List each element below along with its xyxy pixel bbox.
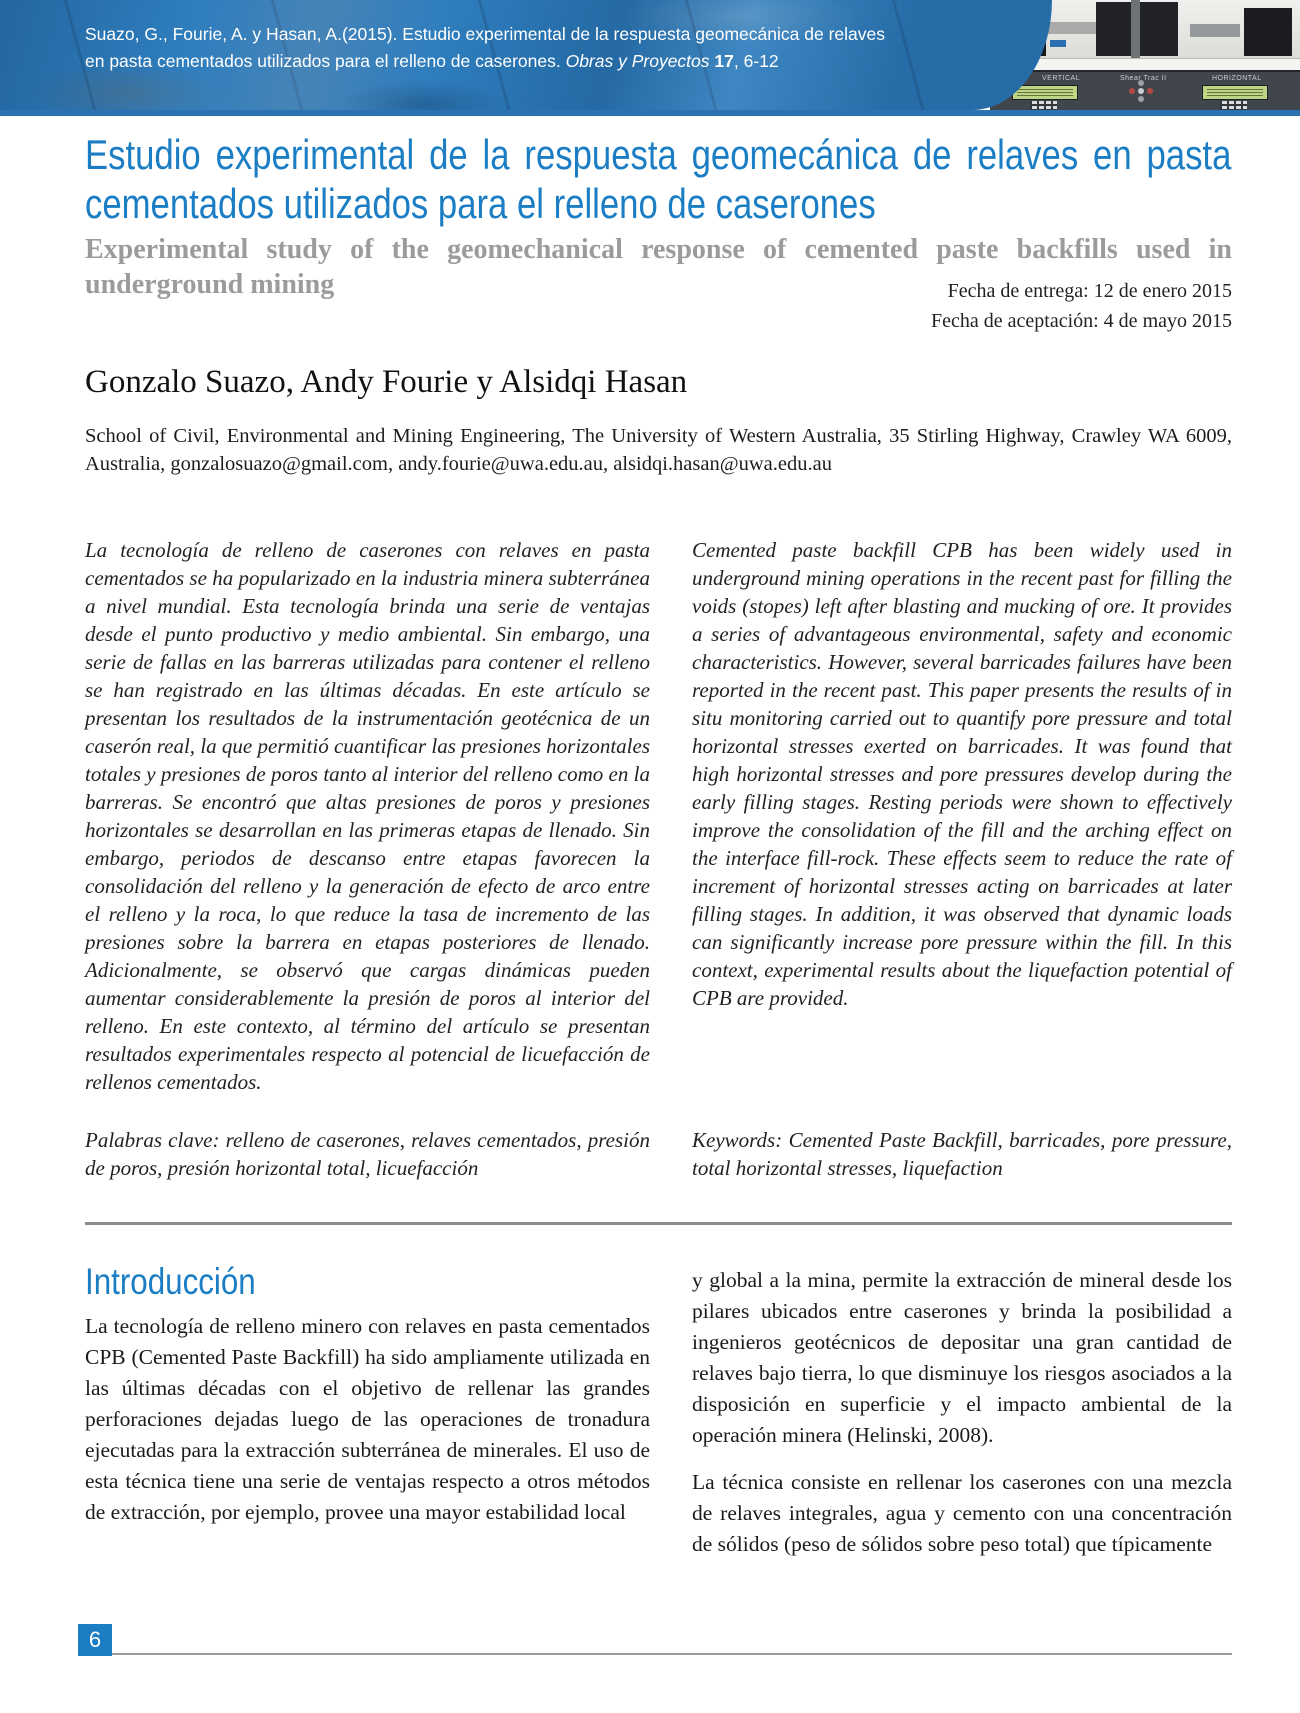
abstract-spanish-body: La tecnología de relleno de caserones con relaves en pasta cementados se ha popularizado en la industria minera subterránea a nivel mundial. Esta tecnología brinda una serie de ventajas desde el punto productivo y medio ambiental. Sin embargo, una serie de fallas en las barreras utilizadas para contener el relleno se han registrado en las últimas décadas. En este artículo se presentan los resultados de la instrumentación geotécnica de un caserón real, la que permitió cuantificar las presiones horizontales totales y presiones de poros tanto al interior del relleno como en la barreras. Se encontró que altas presiones de poros y presiones horizontales se desarrollan en las primeras etapas de llenado. Sin embargo, periodos de descanso entre etapas favorecen la consolidación del relleno y la generación de efecto de arco entre el relleno y la roca, lo que reduce la tasa de incremento de las presiones sobre la barrera en etapas posteriores de llenado. Adicionalmente, se observó que cargas dinámicas pueden aumentar considerablemente la presión de poros al interior del relleno. En este contexto, al término del artículo se presentan resultados experimentales respecto al potencial de licuefacción de rellenos cementados. [85,538,650,1094]
date-received: Fecha de entrega: 12 de enero 2015 [947,280,1232,302]
keywords-spanish: Palabras clave: relleno de caserones, relaves cementados, presión de poros, presión horizontal total, licuefacción [85,1128,650,1180]
machine-clamp-right [1244,8,1292,56]
authors: Gonzalo Suazo, Andy Fourie y Alsidqi Hasan [85,364,688,400]
keywords-english: Keywords: Cemented Paste Backfill, barricades, pore pressure, total horizontal stresses, liquefaction [692,1128,1232,1180]
control-panel [990,70,1300,110]
citation-volume: 17 [714,51,734,71]
introduction-left-column [85,1261,650,1560]
affiliation: School of Civil, Environmental and Mining Engineering, The University of Western Australia, 35 Stirling Highway, Crawley WA 6009, Australia, gonzalosuazo@gmail.com, andy.fourie@uwa.edu.au, alsidqi.hasan@uwa.edu.au [85,425,1232,475]
abstract-english-body: Cemented paste backfill CPB has been widely used in underground mining operations in the recent past for filling the voids (stopes) left after blasting and mucking of ore. It provides a series of advantageous environmental, safety and economic characteristics. However, several barricades failures have been reported in the recent past. This paper presents the results of in situ monitoring carried out to quantify pore pressure and total horizontal stresses exerted on barricades. It was found that high horizontal stresses and pore pressures develop during the early filling stages. Resting periods were shown to effectively improve the consolidation of the fill and the arching effect on the interface fill-rock. These effects seem to reduce the rate of increment of horizontal stresses acting on barricades at later filling stages. In addition, it was observed that dynamic loads can significantly increase pore pressure within the fill. In this context, experimental results about the liquefaction potential of CPB are provided. [692,538,1232,1010]
panel-label-horizontal: HORIZONTAL [1212,75,1262,82]
machine-cylinder [1042,22,1100,34]
citation-main: Suazo, G., Fourie, A. y Hasan, A.(2015). Estudio experimental de la respuesta geomecánica de relaves en pasta cementados utilizados para el relleno de caserones. [85,24,885,71]
footer-rule [112,1653,1232,1655]
panel-title: Shear Trac II [1120,75,1167,82]
panel-label-vertical: VERTICAL [1042,75,1081,82]
header-banner [0,0,1300,116]
banner-bottom-strip [0,110,1300,116]
machine-column [1131,0,1140,58]
introduction-paragraph: La tecnología de relleno minero con relaves en pasta cementados CPB (Cemented Paste Backfill) ha sido ampliamente utilizada en las últimas décadas con el objetivo de rellenar las grandes perforaciones dejadas luego de las operaciones de tronadura ejecutadas para la extracción subterránea de minerales. El uso de esta técnica tiene una serie de ventajas respecto a otros métodos de extracción, por ejemplo, provee una mayor estabilidad local [85,1314,650,1524]
citation-journal: Obras y Proyectos [565,51,715,71]
introduction-paragraph: La técnica consiste en rellenar los caserones con una mezcla de relaves integrales, agua y cemento con una concentración de sólidos (peso de sólidos sobre peso total) que típicamente [692,1470,1232,1556]
page-number-badge: 6 [78,1624,112,1656]
citation [85,21,885,75]
article-title-spanish: Estudio experimental de la respuesta geomecánica de relaves en pasta cementados utilizados para el relleno de caserones [85,131,1232,227]
machine-cylinder-right [1190,24,1240,37]
date-accepted: Fecha de aceptación: 4 de mayo 2015 [931,310,1232,332]
abstract-section [85,536,1232,1182]
lcd-display-left [1012,85,1078,100]
article-content [85,130,1232,1560]
citation-pages: , 6-12 [733,51,779,71]
article-title-english: Experimental study of the geomechanical response of cemented paste backfills used in underground mining [85,234,1232,300]
machine-blue-part [1050,40,1066,47]
section-divider [85,1222,1232,1225]
introduction-section [85,1261,1232,1560]
abstract-spanish-column [85,536,650,1182]
keypad-right [1220,101,1247,110]
lcd-text-lines [1207,88,1263,96]
lcd-text-lines [1017,88,1073,96]
lcd-display-right [1202,85,1268,100]
introduction-heading: Introducción [85,1261,256,1302]
abstract-english-column [692,536,1232,1182]
control-cluster [1138,88,1144,94]
introduction-right-column [692,1261,1232,1560]
introduction-paragraph: y global a la mina, permite la extracción de mineral desde los pilares ubicados entre caserones y brinda la posibilidad a ingenieros geotécnicos de depositar una gran cantidad de relaves bajo tierra, lo que disminuye los riesgos asociados a la disposición en superficie y el impacto ambiental de la operación minera (Helinski, 2008). [692,1268,1232,1447]
keypad-left [1030,101,1057,110]
